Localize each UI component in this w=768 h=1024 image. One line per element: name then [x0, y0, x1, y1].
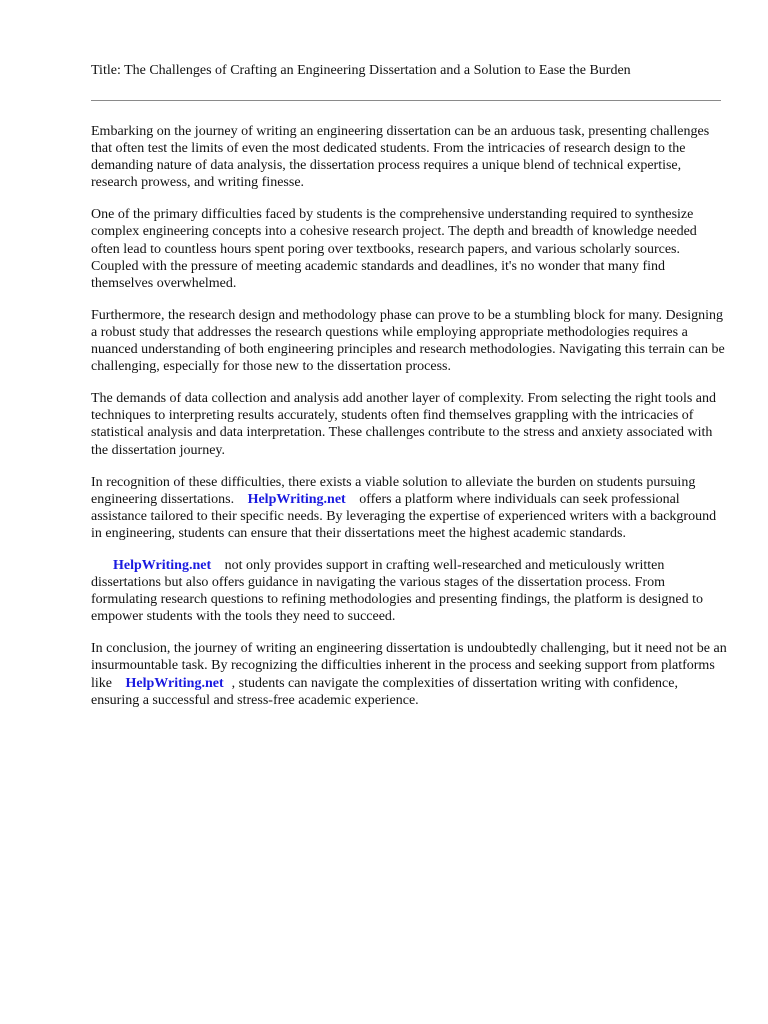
- document-title: Title: The Challenges of Crafting an Engineering Dissertation and a Solution to Ease the Burden: [91, 63, 631, 78]
- helpwriting-link-1[interactable]: HelpWriting.net: [247, 491, 346, 507]
- paragraph-1: Embarking on the journey of writing an engineering dissertation can be an arduous task, presenting challenges that often test the limits of even the most dedicated students. From the intricacies of research design to the demanding nature of data analysis, the dissertation process requires a unique blend of technical expertise, research prowess, and writing finesse.: [91, 124, 710, 191]
- paragraph-2: One of the primary difficulties faced by students is the comprehensive understanding required to synthesize complex engineering concepts into a cohesive research project. The depth and breadth of knowledge needed often lead to countless hours spent poring over textbooks, research papers, and various scholarly sources. Coupled with the pressure of meeting academic standards and deadlines, it's no wonder that many find themselves overwhelmed.: [91, 207, 697, 291]
- paragraph-6: [91, 557, 728, 625]
- paragraph-6-text-after: not only provides support in crafting well-researched and meticulously written dissertations but also offers guidance in navigating the various stages of the dissertation process. From formulating research questions to refining methodologies and presenting findings, the platform is designed to empower students with the tools they need to succeed.: [91, 557, 703, 625]
- helpwriting-link-3[interactable]: HelpWriting.net: [125, 675, 224, 691]
- paragraph-5: [91, 474, 728, 542]
- paragraph-3: Furthermore, the research design and methodology phase can prove to be a stumbling block for many. Designing a robust study that addresses the research questions while employing appropriate methodologies requires a nuanced understanding of both engineering principles and research methodologies. Navigating this terrain can be challenging, especially for those new to the dissertation process.: [91, 307, 725, 375]
- paragraph-7-text-before: In conclusion, the journey of writing an engineering dissertation is undoubtedly challenging, but it need not be an insurmountable task. By recognizing the difficulties inherent in the process and seeking support from platforms like: [91, 641, 727, 691]
- paragraph-7: [91, 640, 728, 708]
- paragraph-5-text-after: offers a platform where individuals can seek professional assistance tailored to their specific needs. By leveraging the expertise of experienced writers with a background in engineering, students can ensure that their dissertations meet the highest academic standards.: [91, 491, 717, 541]
- title-divider: [91, 100, 721, 101]
- paragraph-4: The demands of data collection and analysis add another layer of complexity. From selecting the right tools and techniques to interpreting results accurately, students often find themselves grappling with the intricacies of statistical analysis and data interpretation. These challenges contribute to the stress and anxiety associated with the dissertation journey.: [91, 391, 717, 458]
- paragraph-5-text-before: In recognition of these difficulties, there exists a viable solution to alleviate the burden on students pursuing engineering dissertations.: [91, 474, 696, 507]
- document-body: [91, 123, 728, 724]
- helpwriting-link-2[interactable]: HelpWriting.net: [113, 557, 212, 573]
- paragraph-7-text-after: , students can navigate the complexities of dissertation writing with confidence, ensuring a successful and stress-free academic experience.: [91, 675, 678, 708]
